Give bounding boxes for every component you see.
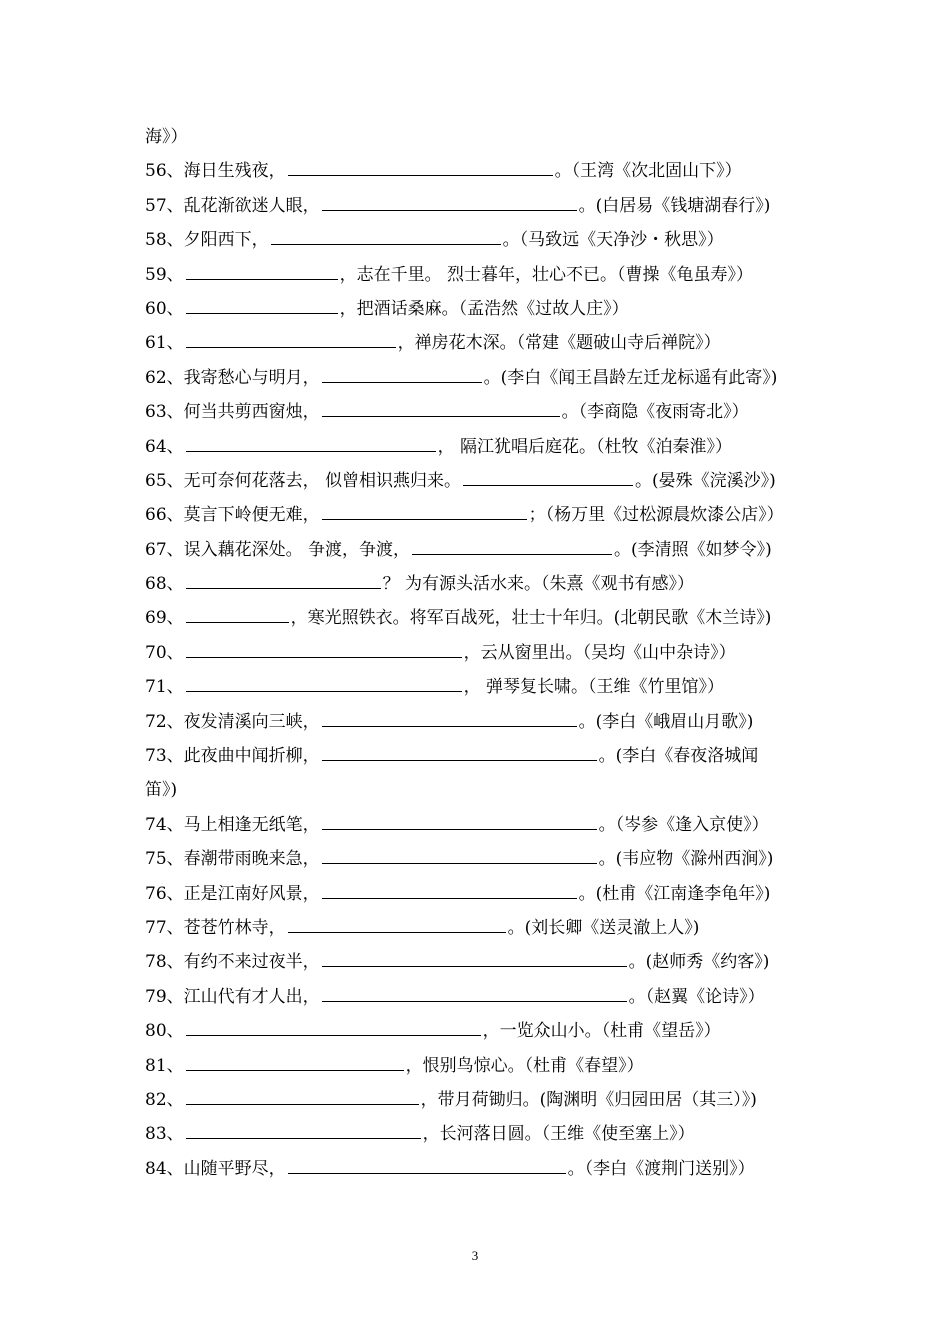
poem-line [145,842,815,876]
line-prefix: 笛》) [145,780,178,801]
answer-blank[interactable] [186,690,462,692]
answer-blank[interactable] [186,656,462,658]
line-suffix: 。(白居易《钱塘湖春行》) [578,195,771,216]
poem-line [145,773,815,807]
poem-line [145,1117,815,1151]
answer-blank[interactable] [288,931,506,933]
line-suffix: 。（岑参《逢入京使》） [598,814,769,835]
poem-line [145,636,815,670]
line-suffix: ；（杨万里《过松源晨炊漆公店》） [528,505,784,526]
poem-line [145,223,815,257]
line-prefix: 73、此夜曲中闻折柳， [145,746,320,767]
poem-line [145,120,815,154]
page-number: 3 [471,1248,479,1263]
answer-blank[interactable] [186,1137,421,1139]
line-prefix: 80、 [145,1021,184,1042]
poem-line [145,258,815,292]
line-prefix: 65、无可奈何花落去， 似曾相识燕归来。 [145,470,462,491]
line-prefix: 71、 [145,677,184,698]
poem-line [145,498,815,532]
poem-line [145,154,815,188]
answer-blank[interactable] [463,484,633,486]
line-prefix: 61、 [145,333,184,354]
line-suffix: ？ 为有源头活水来。（朱熹《观书有感》） [382,574,695,595]
line-suffix: 。（赵翼《论诗》） [628,986,765,1007]
answer-blank[interactable] [186,278,338,280]
poem-line [145,739,815,773]
answer-blank[interactable] [322,381,482,383]
line-prefix: 57、乱花渐欲迷人眼， [145,195,320,216]
poem-line [145,1152,815,1186]
worksheet-body [145,120,815,1186]
answer-blank[interactable] [322,209,577,211]
poem-line [145,292,815,326]
answer-blank[interactable] [322,725,577,727]
poem-line [145,705,815,739]
answer-blank[interactable] [322,518,527,520]
answer-blank[interactable] [288,174,553,176]
poem-line [145,395,815,429]
poem-line [145,1083,815,1117]
answer-blank[interactable] [186,450,436,452]
line-suffix: ，把酒话桑麻。（孟浩然《过故人庄》） [339,298,629,319]
poem-line [145,361,815,395]
line-prefix: 77、苍苍竹林寺， [145,917,286,938]
answer-blank[interactable] [186,312,338,314]
line-suffix: 。(杜甫《江南逢李龟年》) [578,883,771,904]
answer-blank[interactable] [322,862,597,864]
line-suffix: 。(晏殊《浣溪沙》) [635,470,776,491]
line-suffix: 。（马致远《天净沙・秋思》） [502,230,724,251]
line-suffix: ，志在千里。 烈士暮年，壮心不已。（曹操《龟虽寿》） [339,264,754,285]
answer-blank[interactable] [322,828,597,830]
line-prefix: 69、 [145,608,184,629]
line-suffix: ，一览众山小。（杜甫《望岳》） [482,1021,721,1042]
line-suffix: ，长河落日圆。（王维《使至塞上》） [422,1124,695,1145]
line-prefix: 79、江山代有才人出， [145,986,320,1007]
line-suffix: 。(刘长卿《送灵澈上人》) [507,917,700,938]
line-prefix: 84、山随平野尽， [145,1158,286,1179]
line-prefix: 82、 [145,1089,184,1110]
poem-line [145,1014,815,1048]
line-suffix: ， 弹琴复长啸。（王维《竹里馆》） [463,677,725,698]
answer-blank[interactable] [322,965,627,967]
line-prefix: 60、 [145,298,184,319]
line-prefix: 68、 [145,574,184,595]
line-suffix: 。(韦应物《滁州西涧》) [598,849,774,870]
line-suffix: 。(赵师秀《约客》) [628,952,770,973]
answer-blank[interactable] [186,1034,481,1036]
poem-line [145,189,815,223]
poem-line [145,464,815,498]
poem-line [145,567,815,601]
poem-line [145,601,815,635]
line-prefix: 74、马上相逢无纸笔， [145,814,320,835]
poem-line [145,430,815,464]
answer-blank[interactable] [412,553,612,555]
poem-line [145,533,815,567]
line-prefix: 81、 [145,1055,184,1076]
line-suffix: 。（王湾《次北固山下》） [554,161,742,182]
answer-blank[interactable] [271,243,501,245]
line-suffix: ，带月荷锄归。(陶渊明《归园田居（其三）》) [420,1089,757,1110]
answer-blank[interactable] [186,1069,404,1071]
line-suffix: 。（李商隐《夜雨寄北》） [561,402,749,423]
poem-line [145,1049,815,1083]
poem-line [145,911,815,945]
poem-line [145,326,815,360]
answer-blank[interactable] [322,759,597,761]
line-prefix: 62、我寄愁心与明月， [145,367,320,388]
poem-line [145,945,815,979]
line-prefix: 66、莫言下岭便无难， [145,505,320,526]
line-suffix: 。(李白《春夜洛城闻 [598,746,759,767]
answer-blank[interactable] [322,415,560,417]
answer-blank[interactable] [322,1000,627,1002]
line-suffix: ，云从窗里出。（吴均《山中杂诗》） [463,642,736,663]
poem-line [145,808,815,842]
poem-line [145,670,815,704]
answer-blank[interactable] [322,897,577,899]
line-prefix: 海》） [145,127,188,147]
line-suffix: ，恨别鸟惊心。（杜甫《春望》） [405,1055,644,1076]
line-suffix: ，禅房花木深。（常建《题破山寺后禅院》） [397,333,721,354]
line-suffix: 。（李白《渡荆门送别》） [567,1158,755,1179]
line-prefix: 72、夜发清溪向三峡， [145,711,320,732]
line-prefix: 76、正是江南好风景， [145,883,320,904]
line-prefix: 78、有约不来过夜半， [145,952,320,973]
answer-blank[interactable] [186,346,396,348]
line-prefix: 59、 [145,264,184,285]
line-prefix: 63、何当共剪西窗烛， [145,402,320,423]
answer-blank[interactable] [288,1172,566,1174]
line-prefix: 83、 [145,1124,184,1145]
line-suffix: 。(李白《峨眉山月歌》) [578,711,754,732]
answer-blank[interactable] [186,587,381,589]
line-suffix: 。(李清照《如梦令》) [614,539,772,560]
line-suffix: ，寒光照铁衣。将军百战死，壮士十年归。(北朝民歌《木兰诗》) [290,608,772,629]
line-prefix: 67、误入藕花深处。 争渡，争渡， [145,539,411,560]
line-suffix: ， 隔江犹唱后庭花。（杜牧《泊秦淮》） [437,436,733,457]
answer-blank[interactable] [186,1103,419,1105]
poem-line [145,980,815,1014]
line-prefix: 75、春潮带雨晚来急， [145,849,320,870]
poem-line [145,877,815,911]
line-prefix: 56、海日生残夜， [145,161,286,182]
line-suffix: 。(李白《闻王昌龄左迁龙标遥有此寄》) [483,367,778,388]
answer-blank[interactable] [186,621,289,623]
line-prefix: 58、夕阳西下， [145,230,269,251]
line-prefix: 64、 [145,436,184,457]
line-prefix: 70、 [145,642,184,663]
